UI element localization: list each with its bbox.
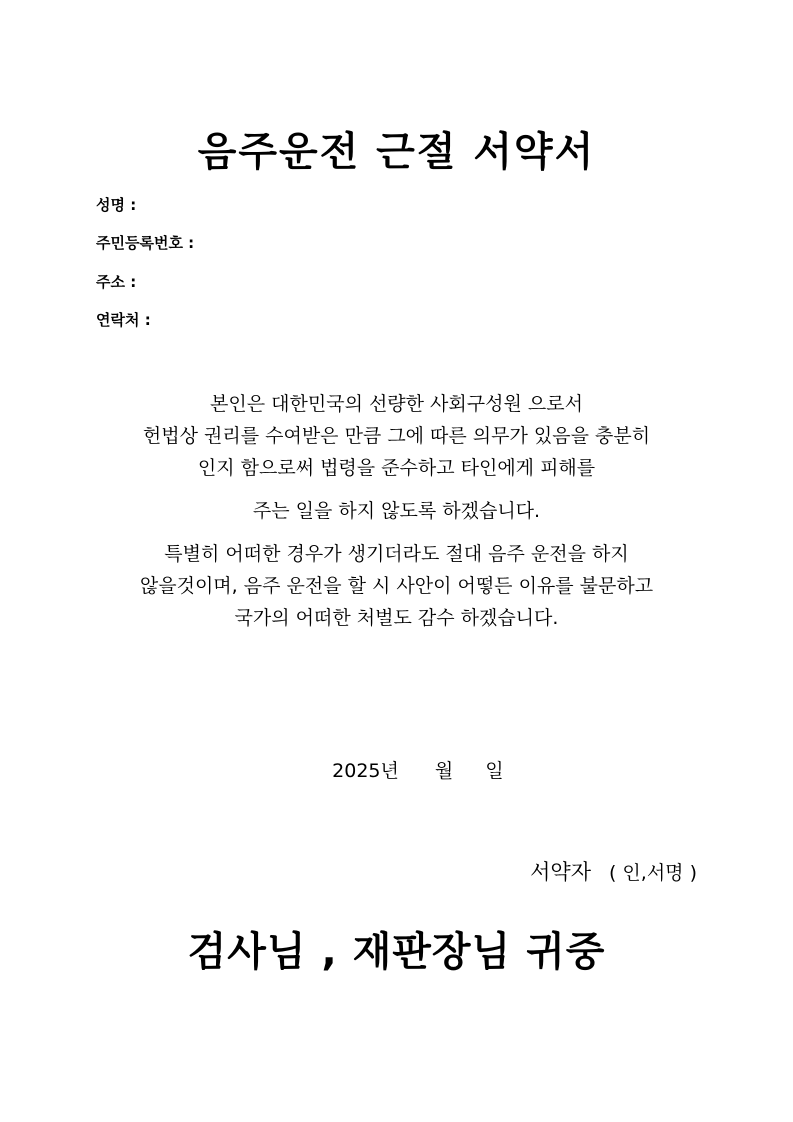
field-address-label: 주소 : <box>96 273 137 291</box>
pledge-body-line: 헌법상 권리를 수여받은 만큼 그에 따른 의무가 있음을 충분히 <box>142 425 651 447</box>
signer-seal: ( 인,서명 ) <box>608 862 697 884</box>
pledge-body-line: 인지 함으로써 법령을 준수하고 타인에게 피해를 <box>197 457 596 479</box>
document-title: 음주운전 근절 서약서 <box>197 129 596 175</box>
field-resident-number-label: 주민등록번호 : <box>96 234 195 252</box>
signer-label: 서약자 <box>530 860 591 884</box>
pledge-body-line: 본인은 대한민국의 선량한 사회구성원 으로서 <box>210 393 583 415</box>
pledge-body-line: 않을것이며, 음주 운전을 할 시 사안이 어떻든 이유를 불문하고 <box>139 575 654 597</box>
field-name-label: 성명 : <box>96 196 137 214</box>
date-month: 월 <box>434 760 454 782</box>
pledge-body-line: 주는 일을 하지 않도록 하겠습니다. <box>252 500 541 522</box>
recipient-line: 검사님 , 재판장님 귀중 <box>187 929 606 975</box>
date-line <box>308 734 504 805</box>
date-year: 2025년 <box>332 760 399 782</box>
pledge-body-line: 국가의 어떠한 처벌도 감수 하겠습니다. <box>234 607 559 629</box>
field-contact-label: 연락처 : <box>96 311 151 329</box>
pledge-body-line: 특별히 어떠한 경우가 생기더라도 절대 음주 운전을 하지 <box>164 543 629 565</box>
date-day: 일 <box>485 760 504 782</box>
signer-line <box>503 832 697 910</box>
